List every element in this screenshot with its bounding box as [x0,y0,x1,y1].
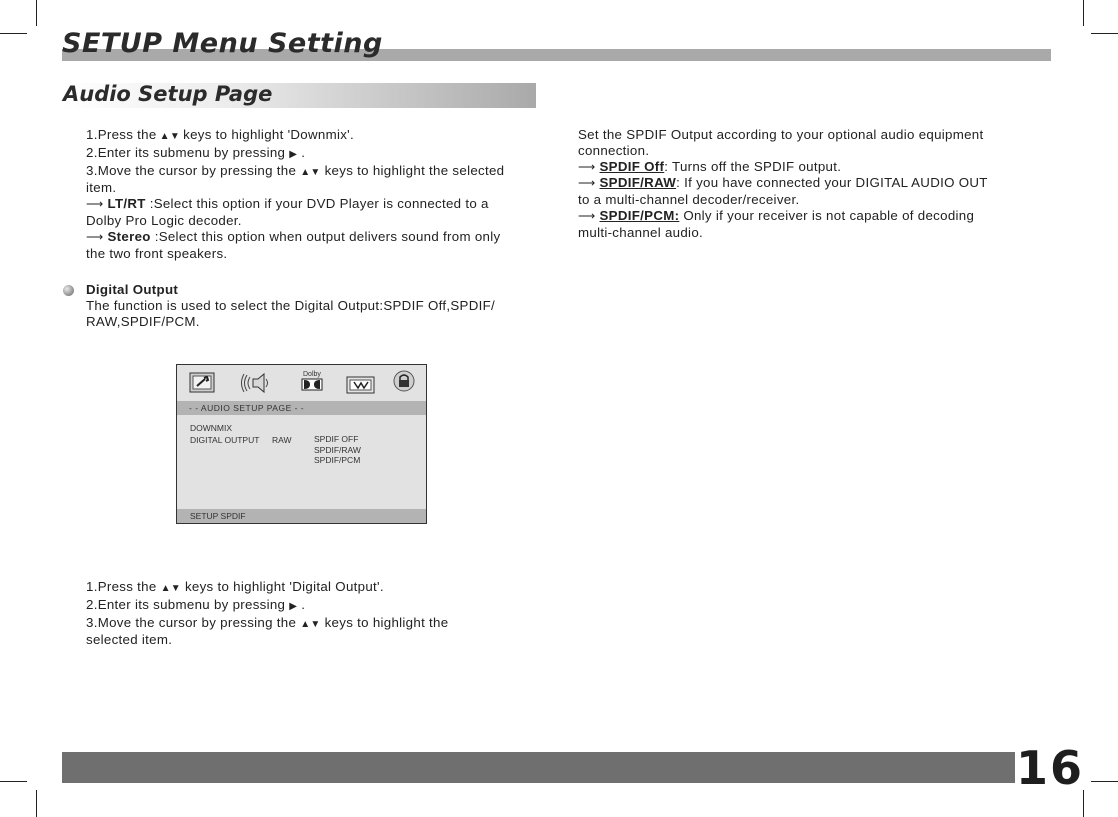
crop-mark [1091,33,1118,34]
menu-option-spdif-off: SPDIF OFF [314,434,359,444]
spdif-options-description [578,127,988,241]
play-arrow-icon: ▶ [289,148,298,160]
audio-setup-menu-screenshot [176,364,427,524]
right-arrow-icon: ⟶ [578,176,596,191]
footer-bar [62,752,1015,783]
right-arrow-icon: ⟶ [578,208,596,223]
page-title: SETUP Menu Setting [62,28,383,59]
play-arrow-icon: ▶ [289,600,298,612]
instruction-line: 3.Move the cursor by pressing the ▲▼ keys to highlight the selected [86,162,505,178]
speaker-audio-icon [240,371,274,395]
digital-output-desc: The function is used to select the Digital Output:SPDIF Off,SPDIF/ [86,297,496,313]
dolby-icon: Dolby [301,371,323,393]
option-stereo: ⟶ Stereo :Select this option when output delivers sound from only [86,228,501,244]
instruction-line: item. [86,180,117,196]
option-spdif-raw: ⟶ SPDIF/RAW: If you have connected your DIGITAL AUDIO OUT [578,175,988,191]
menu-footer: SETUP SPDIF [177,509,426,523]
crop-mark [1091,781,1118,782]
menu-option-spdif-pcm: SPDIF/PCM [314,455,361,465]
crop-mark [1083,0,1084,26]
instruction-line: the two front speakers. [86,245,228,261]
menu-item-downmix: DOWNMIX [190,423,233,433]
instruction-line: selected item. [86,632,173,648]
up-down-arrows-icon: ▲▼ [160,583,181,594]
instruction-line: 3.Move the cursor by pressing the ▲▼ keys to highlight the [86,614,449,630]
instruction-line: Dolby Pro Logic decoder. [86,212,242,228]
video-display-icon [346,375,376,395]
menu-icon-bar [177,365,426,401]
menu-item-digital-output-value: RAW [272,435,292,445]
instruction-line: 2.Enter its submenu by pressing ▶ . [86,596,306,612]
wrench-settings-icon [189,371,217,395]
right-arrow-icon: ⟶ [86,197,104,212]
crop-mark [36,0,37,26]
up-down-arrows-icon: ▲▼ [300,618,321,630]
right-arrow-icon: ⟶ [86,229,104,244]
option-spdif-raw-cont: to a multi-channel decoder/receiver. [578,192,800,208]
instruction-line: 1.Press the ▲▼ keys to highlight 'Digital Output'. [86,579,384,594]
spdif-intro: Set the SPDIF Output according to your optional audio equipment [578,127,984,142]
option-spdif-pcm-cont: multi-channel audio. [578,224,704,240]
up-down-arrows-icon: ▲▼ [156,131,184,142]
option-ltrt: ⟶ LT/RT :Select this option if your DVD Player is connected to a [86,196,489,212]
digital-output-desc: RAW,SPDIF/PCM. [86,313,200,329]
lock-icon [393,370,415,392]
instruction-line: 2.Enter its submenu by pressing ▶ . [86,144,306,160]
menu-option-spdif-raw: SPDIF/RAW [314,445,361,455]
menu-item-digital-output: DIGITAL OUTPUT [190,435,260,445]
digital-output-section [86,282,495,329]
menu-header: - - AUDIO SETUP PAGE - - [177,401,426,415]
up-down-arrows-icon: ▲▼ [300,166,321,178]
instruction-line: 1.Press the ▲▼ keys to highlight 'Downmix'. [86,127,355,142]
option-spdif-off: ⟶ SPDIF Off: Turns off the SPDIF output. [578,158,842,174]
digital-output-heading: Digital Output [86,282,179,297]
crop-mark [36,790,37,817]
right-arrow-icon: ⟶ [578,159,596,174]
downmix-instructions [86,127,504,261]
section-title: Audio Setup Page [63,82,273,106]
digital-output-instructions [86,579,448,648]
crop-mark [0,781,27,782]
option-spdif-pcm: ⟶ SPDIF/PCM: Only if your receiver is not capable of decoding [578,207,975,223]
dolby-logo-icon [301,378,323,391]
page-number: 16 [1016,741,1085,795]
bullet-icon [63,285,74,296]
crop-mark [0,33,27,34]
spdif-intro: connection. [578,142,650,158]
